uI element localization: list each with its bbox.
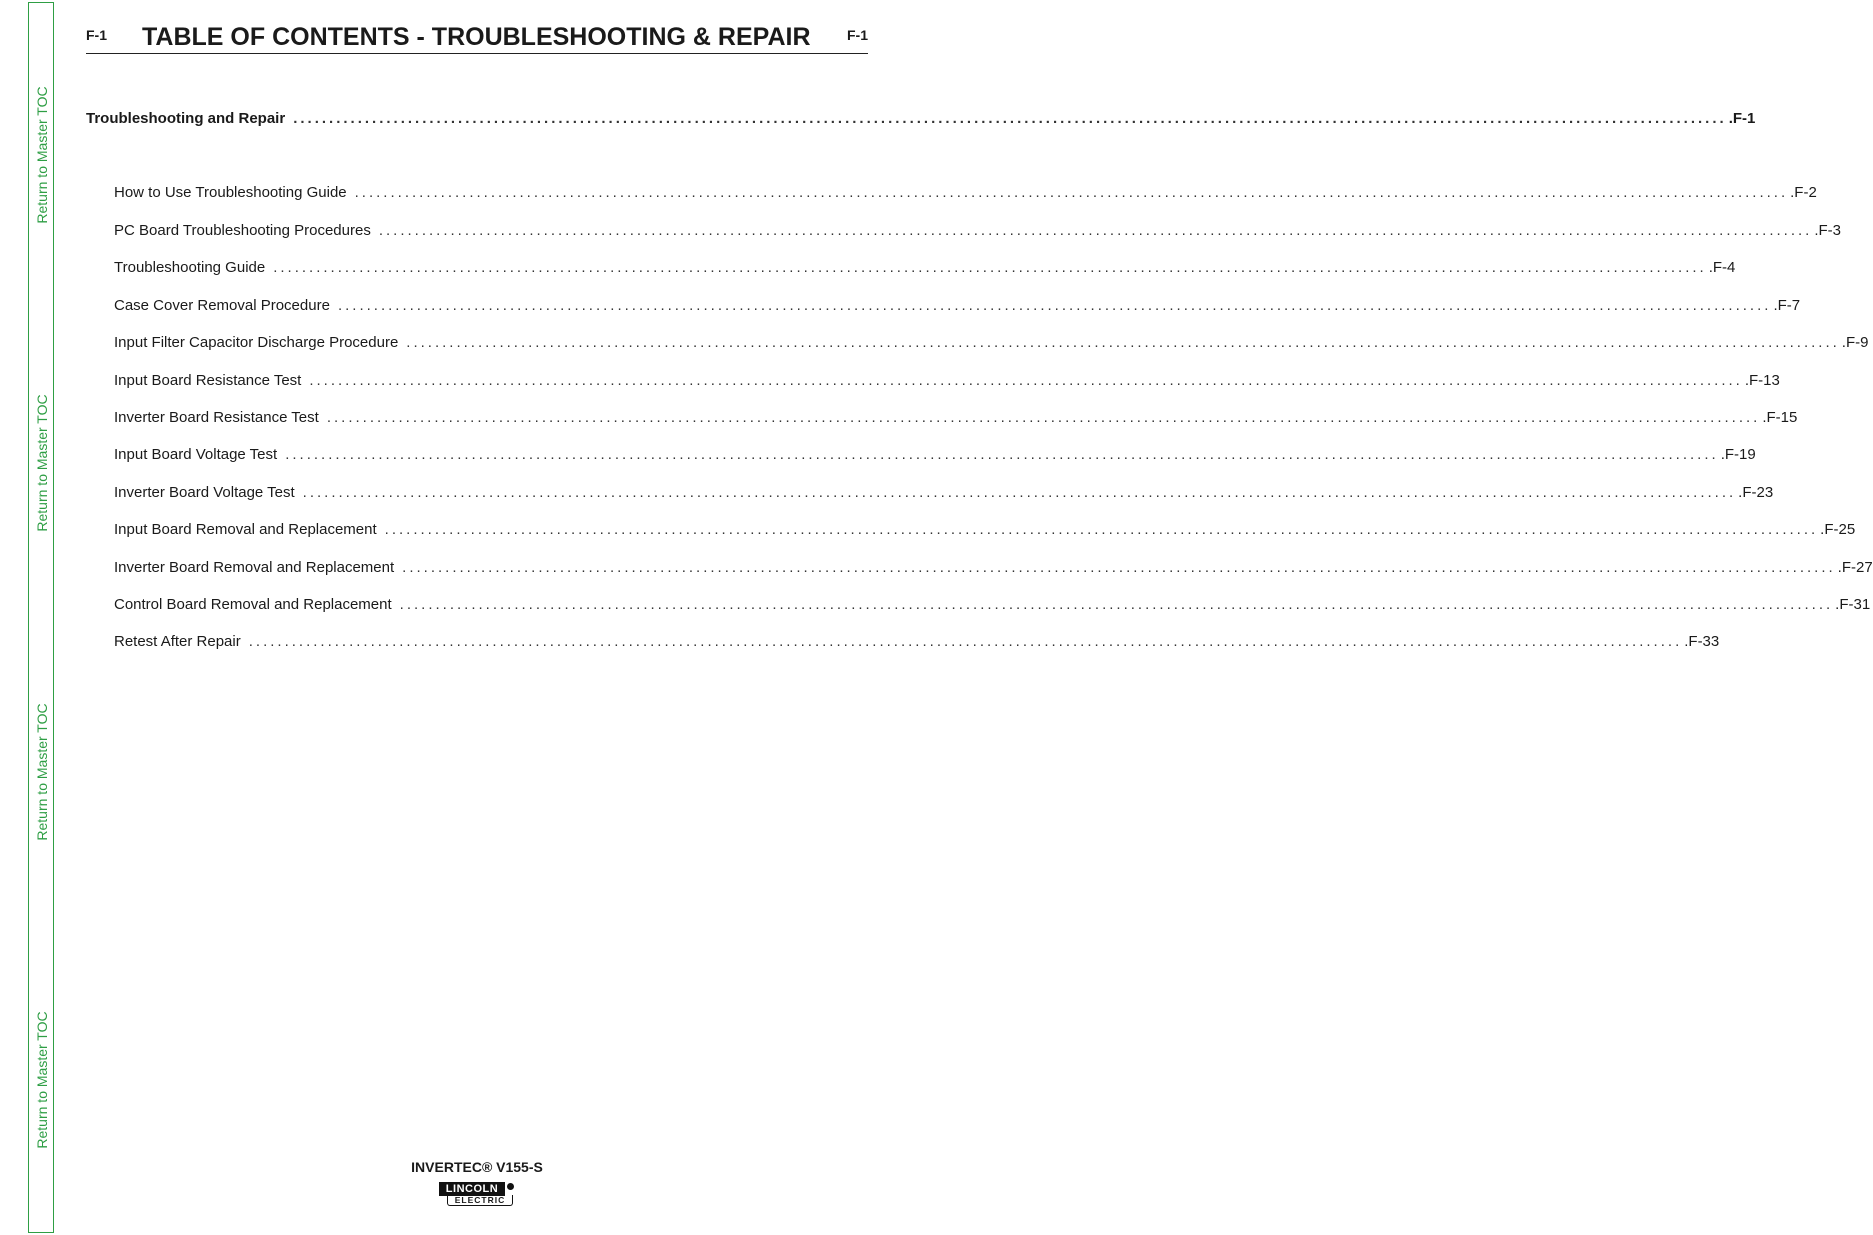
toc-entry[interactable]	[114, 372, 1780, 392]
toc-entry[interactable]	[114, 334, 1869, 354]
toc-leader-dots: ........................................................................................................................................................................................................	[273, 259, 1707, 276]
toc-entry-label: Input Board Voltage Test	[114, 446, 278, 463]
toc-entry-label: Input Board Removal and Replacement	[114, 521, 377, 538]
toc-leader-dots: ........................................................................................................................................................................................................	[293, 110, 1727, 127]
toc-leader-dots: ........................................................................................................................................................................................................	[309, 372, 1743, 389]
model-name: INVERTEC® V155-S	[411, 1159, 543, 1175]
return-to-master-toc-link-1[interactable]	[29, 65, 55, 245]
toc-entry[interactable]	[114, 297, 1801, 317]
toc-entry-page: .F-25	[1820, 521, 1856, 538]
toc-entry-page: .F-7	[1773, 297, 1801, 314]
toc-entry-label: Input Filter Capacitor Discharge Procedure	[114, 334, 399, 351]
toc-entry[interactable]	[114, 633, 1720, 653]
toc-leader-dots: ........................................................................................................................................................................................................	[402, 559, 1836, 576]
toc-entry-label: Retest After Repair	[114, 633, 241, 650]
toc-leader-dots: ........................................................................................................................................................................................................	[302, 484, 1737, 501]
page-number-left: F-1	[86, 27, 107, 43]
toc-entry-page: .F-3	[1814, 222, 1841, 239]
toc-entry-page: .F-9	[1841, 334, 1869, 351]
return-to-master-toc-link-3[interactable]	[29, 682, 55, 862]
return-link-label: Return to Master TOC	[34, 1011, 50, 1149]
toc-leader-dots: ........................................................................................................................................................................................................	[354, 184, 1789, 201]
toc-entry-page: .F-2	[1790, 184, 1817, 201]
toc-entry-label: Control Board Removal and Replacement	[114, 596, 392, 613]
toc-entry-page: .F-1	[1728, 110, 1756, 127]
toc-leader-dots: ........................................................................................................................................................................................................	[399, 596, 1834, 613]
toc-leader-dots: ........................................................................................................................................................................................................	[326, 409, 1761, 426]
return-link-label: Return to Master TOC	[34, 394, 50, 532]
toc-entry[interactable]	[114, 446, 1756, 466]
lincoln-electric-logo	[437, 1180, 517, 1208]
toc-entry-label: Troubleshooting and Repair	[86, 110, 286, 127]
toc-entry[interactable]	[114, 222, 1841, 242]
logo-lincoln-text: LINCOLN	[439, 1182, 505, 1196]
toc-entry-label: Inverter Board Removal and Replacement	[114, 559, 395, 576]
page-header	[86, 20, 868, 54]
return-to-master-toc-link-4[interactable]	[29, 990, 55, 1170]
toc-entry[interactable]	[114, 521, 1856, 541]
toc-leader-dots: ........................................................................................................................................................................................................	[285, 446, 1719, 463]
logo-electric-text: ELECTRIC	[447, 1195, 513, 1206]
toc-entry[interactable]	[114, 184, 1817, 204]
page-number-right: F-1	[847, 27, 868, 43]
toc-entry-page: .F-4	[1708, 259, 1736, 276]
toc-entry-page: .F-19	[1720, 446, 1756, 463]
toc-leader-dots: ........................................................................................................................................................................................................	[384, 521, 1819, 538]
return-to-master-toc-link-2[interactable]	[29, 373, 55, 553]
toc-entry-page: .F-33	[1684, 633, 1720, 650]
toc-entry[interactable]	[114, 559, 1873, 579]
toc-entry-label: Inverter Board Resistance Test	[114, 409, 319, 426]
return-link-label: Return to Master TOC	[34, 703, 50, 841]
toc-main-entry[interactable]	[86, 110, 1756, 130]
toc-entry-page: .F-27	[1837, 559, 1873, 576]
toc-entry[interactable]	[114, 596, 1871, 616]
toc-entry-label: Case Cover Removal Procedure	[114, 297, 330, 314]
toc-leader-dots: ........................................................................................................................................................................................................	[406, 334, 1840, 351]
toc-entry-label: Input Board Resistance Test	[114, 372, 302, 389]
page-title: TABLE OF CONTENTS - TROUBLESHOOTING & REPAIR	[142, 23, 811, 51]
toc-entry-label: Inverter Board Voltage Test	[114, 484, 295, 501]
toc-entry[interactable]	[114, 484, 1774, 504]
toc-entry[interactable]	[114, 409, 1798, 429]
toc-entry-label: Troubleshooting Guide	[114, 259, 266, 276]
toc-leader-dots: ........................................................................................................................................................................................................	[337, 297, 1772, 314]
toc-entry-label: PC Board Troubleshooting Procedures	[114, 222, 371, 239]
toc-entry-page: .F-13	[1744, 372, 1780, 389]
toc-entry-page: .F-23	[1738, 484, 1774, 501]
toc-entry[interactable]	[114, 259, 1736, 279]
toc-entry-page: .F-15	[1762, 409, 1798, 426]
registered-mark-icon	[507, 1183, 514, 1190]
toc-entry-page: .F-31	[1835, 596, 1871, 613]
return-link-label: Return to Master TOC	[34, 86, 50, 224]
toc-leader-dots: ........................................................................................................................................................................................................	[248, 633, 1683, 650]
sidebar	[28, 2, 54, 1233]
toc-leader-dots: ........................................................................................................................................................................................................	[378, 222, 1813, 239]
toc-entry-label: How to Use Troubleshooting Guide	[114, 184, 347, 201]
